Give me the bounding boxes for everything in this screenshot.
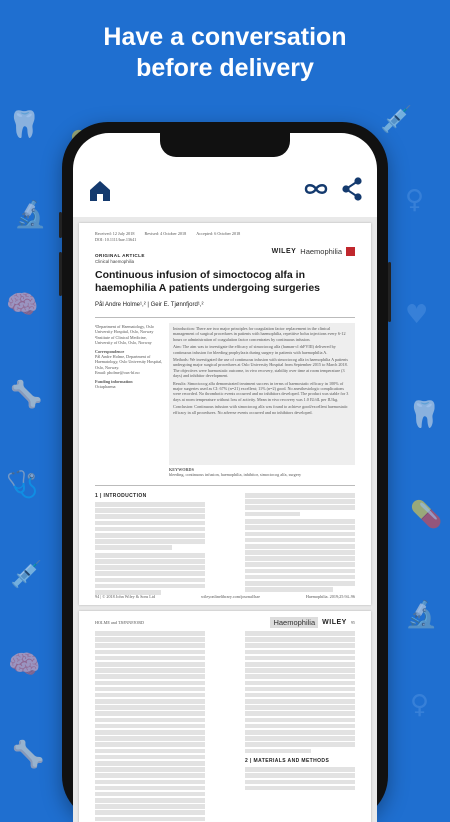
pill-icon: 💊 <box>410 500 443 530</box>
journal-badge-icon <box>346 247 355 256</box>
headline-line-2: before delivery <box>136 54 314 82</box>
tooth-icon: 🦷 <box>8 110 41 140</box>
microscope-icon: 🔬 <box>405 600 438 630</box>
journal-branding <box>272 247 355 256</box>
share-button[interactable] <box>341 177 363 206</box>
person-icon: ♀ <box>410 690 430 720</box>
tooth-icon: 🦷 <box>408 400 441 430</box>
body-column-right <box>245 631 355 792</box>
article-dates <box>95 231 240 236</box>
keywords <box>169 467 355 478</box>
syringe-icon: 💉 <box>380 105 413 135</box>
divider <box>95 317 355 318</box>
brain-icon: 🧠 <box>6 290 39 320</box>
bone-icon: 🦴 <box>10 380 43 410</box>
link-button[interactable] <box>303 181 329 202</box>
revised-date: Revised: 4 October 2018 <box>144 231 187 236</box>
footer-url: wileyonlinelibrary.com/journal/hae <box>201 593 260 599</box>
headline <box>0 22 450 84</box>
keywords-label: KEYWORDS <box>169 467 194 472</box>
document-viewer[interactable] <box>73 217 377 822</box>
footer-copyright: 94 | © 2018 John Wiley & Sons Ltd <box>95 593 156 599</box>
article-authors: Pål Andre Holme¹,² | Geir E. Tjønnfjord¹,² <box>95 302 204 308</box>
keywords-list: bleeding, continuous infusion, haemophilia, inhibitor, simoctocog alfa, surgery <box>169 472 302 478</box>
email: Email: pholme@ous-hf.no <box>95 370 140 376</box>
publisher-logo: WILEY <box>322 619 347 626</box>
abstract-results: Results: Simoctocog alfa demonstrated treatment success in terms of haemostatic efficacy in 100% of major surgeries used as CI: 67% (n=21) excellent; 11% (n=2) good. No anesthesiologic complications were recorded. No thrombotic events occurred and no inhibitors developed. The product was stable for 3 days at room temperature without loss of activity. Mean in vivo recovery was 1.0 IU/dL per IU/kg. <box>173 380 349 402</box>
correspondence: Pål Andre Holme, Department of Haematology, Oslo University Hospital, Oslo, Norway. <box>95 354 163 370</box>
bone-icon: 🦴 <box>12 740 45 770</box>
body-column-left <box>95 631 205 822</box>
phone-notch <box>160 133 290 157</box>
funding-label: Funding information <box>95 378 133 384</box>
pdf-page-2 <box>79 611 371 822</box>
abstract-aim: Aim: The aim was to investigate the efficacy of simoctocog alfa (human-cl rhFVIII) delivered by continuous infusion for bleeding prophylaxis during surgery in patients with haemophilia A. <box>173 344 336 355</box>
page-footer <box>95 594 355 599</box>
brain-icon: 🧠 <box>8 650 41 680</box>
abstract <box>169 323 355 465</box>
publisher-logo: WILEY <box>271 248 297 255</box>
microscope-icon: 🔬 <box>14 200 47 230</box>
running-head: HOLME and TJØNNFJORD <box>95 619 145 625</box>
stethoscope-icon: 🩺 <box>6 470 39 500</box>
received-date: Received: 12 July 2018 <box>95 231 135 236</box>
phone-button <box>59 252 62 296</box>
abstract-introduction: Introduction: There are two major principles for coagulation factor replacement in the clinical management of surgical procedures in patients with haemophilia, repetitive bolus injections every 6-12 hours or administration of coagulation factor concentrates by continuous infusion. <box>173 326 346 342</box>
body-column-left <box>95 493 205 596</box>
affiliation: ²Institute of Clinical Medicine, University of Oslo, Oslo, Norway <box>95 334 152 346</box>
journal-name: Haemophilia <box>300 247 342 256</box>
affiliations <box>95 324 165 389</box>
person-icon: ♀ <box>405 185 425 215</box>
home-button[interactable] <box>87 178 113 204</box>
article-title: Continuous infusion of simoctocog alfa in haemophilia A patients undergoing surgeries <box>95 269 321 294</box>
doi: DOI: 10.1111/hae.13641 <box>95 237 137 242</box>
article-subtype: Clinical haemophilia <box>95 259 135 264</box>
headline-line-1: Have a conversation <box>103 23 347 51</box>
materials-heading: 2 | MATERIALS AND METHODS <box>245 758 330 765</box>
footer-citation: Haemophilia. 2019;25:94–96 <box>305 593 355 599</box>
abstract-methods: Methods: We investigated the use of continuous infusion with simoctocog alfa in haemophilia A patients undergoing major surgical procedures at Oslo University Hospital from September 2015 to March 2018. The objectives were haemostatic outcome, in vivo recovery, stability over time at room temperature (3 days) and inhibitor development. <box>173 357 348 379</box>
correspondence-label: Correspondence <box>95 348 125 354</box>
divider <box>95 485 355 486</box>
funding: Octapharma <box>95 384 116 390</box>
body-column-right <box>245 493 355 593</box>
abstract-conclusion: Conclusion: Continuous infusion with simoctocog alfa was found to achieve good/excellent haemostatic efficacy in all procedures. No adverse events occurred and no inhibitors developed. <box>173 404 348 415</box>
heart-icon: ♥ <box>405 300 429 330</box>
syringe-icon: 💉 <box>10 560 43 590</box>
article-type: ORIGINAL ARTICLE <box>95 253 145 258</box>
accepted-date: Accepted: 6 October 2018 <box>196 231 241 236</box>
infinity-link-icon <box>303 181 329 197</box>
phone-screen <box>73 133 377 822</box>
journal-name: Haemophilia <box>270 617 318 628</box>
pdf-page-1 <box>79 223 371 605</box>
phone-button <box>59 212 62 238</box>
phone-button <box>388 262 391 322</box>
page-header <box>95 617 355 628</box>
affiliation: ¹Department of Haematology, Oslo University Hospital, Oslo, Norway <box>95 324 154 335</box>
introduction-heading: 1 | INTRODUCTION <box>95 493 147 499</box>
phone-frame <box>62 122 388 822</box>
share-icon <box>341 177 363 201</box>
page-number: 95 <box>350 619 355 625</box>
home-icon <box>88 179 112 203</box>
app-bar <box>73 169 377 213</box>
